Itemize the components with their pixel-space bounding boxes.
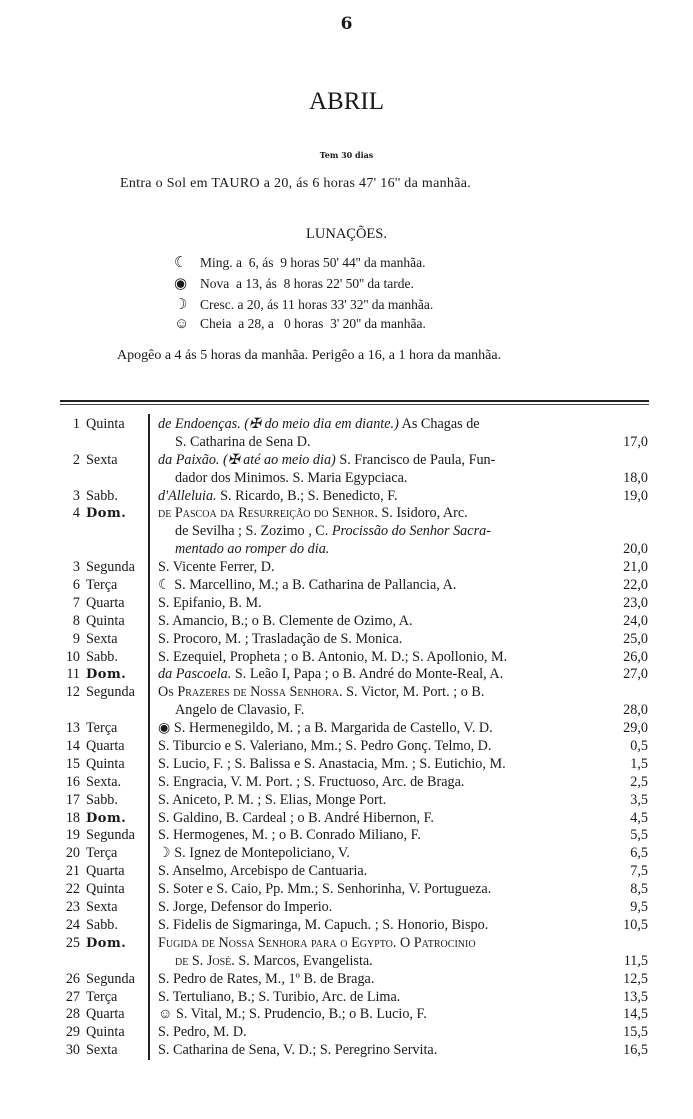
calendar-table (0, 416, 693, 1060)
text-segment: S. Tertuliano, B.; S. Turibio, Arc. de Lima. (158, 988, 401, 1005)
day-number: 2 (72, 451, 80, 468)
text-segment: d'Alleluia. (158, 487, 217, 504)
saints-text (158, 613, 413, 631)
sun-entry: Entra o Sol em TAURO a 20, ás 6 horas 47' 16'' da manhãa. (120, 176, 472, 191)
day-number: 9 (72, 630, 80, 647)
table-row (0, 917, 693, 935)
row-line (0, 899, 693, 917)
weekday: Quinta (86, 755, 125, 772)
weekday: Quinta (86, 1024, 125, 1041)
weekday: Sexta (86, 630, 118, 647)
lunations-list (174, 253, 433, 337)
text-segment: mentado ao romper do dia. (175, 541, 330, 558)
saints-text (158, 1024, 247, 1042)
weekday: Dom. (86, 506, 127, 522)
text-segment: Angelo de Clavasio, F. (175, 702, 305, 719)
day-number: 3 (72, 559, 80, 576)
day-number: 4 (72, 505, 80, 522)
table-row (0, 488, 693, 506)
day-number: 17 (65, 791, 80, 808)
moon-age-value: 0,5 (630, 738, 648, 755)
day-number: 12 (65, 684, 80, 701)
text-segment: ☺ S. Vital, M.; S. Prudencio, B.; o B. Lucio, F. (158, 1006, 427, 1023)
row-line (0, 738, 693, 756)
weekday: Segunda (86, 970, 135, 987)
text-segment: de Pascoa da Resurreição do Senhor. (158, 505, 378, 522)
day-number: 7 (72, 594, 80, 611)
day-number: 18 (65, 809, 80, 826)
row-line (0, 881, 693, 899)
lunations-heading: LUNAÇÕES. (306, 226, 387, 242)
text-segment: S. Pedro, M. D. (158, 1024, 247, 1041)
text-segment: S. Leão I, Papa ; o B. André do Monte-Real, A. (231, 666, 504, 683)
saints-text (158, 774, 464, 792)
text-segment: de S. José. (175, 952, 235, 969)
moon-age-value: 17,0 (623, 433, 648, 450)
row-line (0, 810, 693, 828)
saints-text (158, 989, 400, 1007)
text-segment: S. Anselmo, Arcebispo de Cantuaria. (158, 863, 368, 880)
text-segment: S. Jorge, Defensor do Imperio. (158, 899, 333, 916)
day-number: 25 (65, 934, 80, 951)
text-segment: S. Ricardo, B.; S. Benedicto, F. (216, 487, 398, 504)
text-segment: S. Galdino, B. Cardeal ; o B. André Hibernon, F. (158, 809, 434, 826)
day-number: 14 (65, 738, 80, 755)
row-line (0, 577, 693, 595)
row-line (0, 774, 693, 792)
weekday: Sabb. (86, 648, 118, 665)
saints-text (158, 505, 468, 523)
row-line (0, 595, 693, 613)
text-segment: Os Prazeres de Nossa Senhora. (158, 684, 343, 701)
weekday: Quarta (86, 738, 125, 755)
saints-text (158, 899, 332, 917)
new-moon-icon: ◉ (174, 276, 188, 292)
row-line (0, 559, 693, 577)
row-line (0, 684, 693, 702)
row-line (0, 863, 693, 881)
table-row (0, 738, 693, 756)
weekday: Segunda (86, 559, 135, 576)
saints-text (158, 720, 493, 738)
row-line (0, 1024, 693, 1042)
saints-text (158, 649, 507, 667)
weekday: Terça (86, 577, 118, 594)
weekday: Terça (86, 988, 118, 1005)
lunation-text: Cheia a 28, a 0 horas 3' 20'' da manhãa. (200, 316, 426, 331)
moon-age-value: 16,5 (623, 1042, 648, 1059)
weekday: Quarta (86, 1006, 125, 1023)
table-row (0, 666, 693, 684)
moon-age-value: 15,5 (623, 1024, 648, 1041)
saints-text (175, 702, 304, 720)
day-number: 27 (65, 988, 80, 1005)
text-segment: dador dos Minimos. S. Maria Egypciaca. (175, 469, 408, 486)
day-number: 24 (65, 916, 80, 933)
row-line (0, 845, 693, 863)
moon-age-value: 13,5 (623, 988, 648, 1005)
table-row (0, 505, 693, 559)
saints-text (158, 452, 495, 470)
day-number: 16 (65, 773, 80, 790)
saints-text (175, 523, 491, 541)
table-row (0, 631, 693, 649)
weekday: Sexta (86, 899, 118, 916)
row-line (0, 470, 693, 488)
weekday: Segunda (86, 827, 135, 844)
saints-text (158, 577, 456, 595)
row-line (0, 935, 693, 953)
saints-text (158, 595, 262, 613)
text-segment: S. Catharina de Sena, V. D.; S. Peregrino Servita. (158, 1042, 438, 1059)
day-number: 13 (65, 720, 80, 737)
moon-age-value: 7,5 (630, 863, 648, 880)
moon-age-value: 19,0 (623, 487, 648, 504)
moon-age-value: 26,0 (623, 648, 648, 665)
table-row (0, 827, 693, 845)
saints-text (175, 470, 407, 488)
day-number: 23 (65, 899, 80, 916)
text-segment: S. Marcos, Evangelista. (234, 952, 373, 969)
saints-text (158, 756, 506, 774)
weekday: Quarta (86, 594, 125, 611)
text-segment: S. Victor, M. Port. ; o B. (342, 684, 485, 701)
row-line (0, 989, 693, 1007)
row-line (0, 953, 693, 971)
table-row (0, 1042, 693, 1060)
table-row (0, 845, 693, 863)
text-segment: S. Procoro, M. ; Trasladação de S. Monica. (158, 630, 403, 647)
weekday: Dom. (86, 667, 127, 683)
text-segment: S. Ezequiel, Propheta ; o B. Antonio, M. D.; S. Apollonio, M. (158, 648, 508, 665)
text-segment: S. Tiburcio e S. Valeriano, Mm.; S. Pedro Gonç. Telmo, D. (158, 738, 492, 755)
apogee-perigee: Apogêo a 4 ás 5 horas da manhãa. Perigêo a 16, a 1 hora da manhãa. (117, 348, 502, 363)
row-line (0, 541, 693, 559)
row-line (0, 666, 693, 684)
moon-age-value: 3,5 (630, 791, 648, 808)
text-segment: da Paixão. (✠ até ao meio dia) (158, 451, 336, 468)
row-line (0, 523, 693, 541)
text-segment: S. Soter e S. Caio, Pp. Mm.; S. Senhorinha, V. Portugueza. (158, 881, 492, 898)
text-segment: S. Amancio, B.; o B. Clemente de Ozimo, A. (158, 612, 413, 629)
text-segment: S. Lucio, F. ; S. Balissa e S. Anastacia, Mm. ; S. Eutichio, M. (158, 755, 506, 772)
moon-age-value: 24,0 (623, 612, 648, 629)
moon-age-value: 20,0 (623, 541, 648, 558)
table-row (0, 810, 693, 828)
moon-age-value: 6,5 (630, 845, 648, 862)
table-row (0, 1024, 693, 1042)
text-segment: da Pascoela. (158, 666, 232, 683)
weekday: Quinta (86, 881, 125, 898)
moon-age-value: 11,5 (623, 952, 648, 969)
day-number: 6 (72, 577, 80, 594)
text-segment: S. Epifanio, B. M. (158, 594, 262, 611)
table-row (0, 649, 693, 667)
row-line (0, 631, 693, 649)
table-row (0, 899, 693, 917)
weekday: Sabb. (86, 791, 118, 808)
day-number: 8 (72, 612, 80, 629)
text-segment: ☽ S. Ignez de Montepoliciano, V. (158, 845, 350, 862)
text-segment: S. Hermogenes, M. ; o B. Conrado Miliano, F. (158, 827, 421, 844)
moon-age-value: 8,5 (630, 881, 648, 898)
table-row (0, 595, 693, 613)
table-row (0, 559, 693, 577)
table-row (0, 792, 693, 810)
table-row (0, 989, 693, 1007)
row-line (0, 613, 693, 631)
day-number: 10 (65, 648, 80, 665)
moon-age-value: 18,0 (623, 469, 648, 486)
day-number: 20 (65, 845, 80, 862)
weekday: Quinta (86, 612, 125, 629)
moon-age-value: 9,5 (630, 899, 648, 916)
saints-text (158, 827, 421, 845)
text-segment: S. Francisco de Paula, Fun- (335, 451, 496, 468)
weekday: Terça (86, 845, 118, 862)
row-line (0, 827, 693, 845)
waxing-moon-icon: ☽ (174, 297, 188, 313)
table-row (0, 881, 693, 899)
saints-text (158, 917, 488, 935)
saints-text (158, 845, 350, 863)
weekday: Sexta (86, 1042, 118, 1059)
full-moon-icon: ☺ (174, 316, 190, 332)
weekday: Dom. (86, 935, 127, 951)
row-line (0, 702, 693, 720)
weekday: Sexta. (86, 773, 122, 790)
table-row (0, 684, 693, 720)
row-line (0, 434, 693, 452)
text-segment: de Endoenças. (✠ do meio dia em diante.) (158, 416, 399, 432)
saints-text (158, 738, 491, 756)
moon-age-value: 1,5 (630, 755, 648, 772)
weekday: Terça (86, 720, 118, 737)
saints-text (158, 631, 402, 649)
moon-age-value: 14,5 (623, 1006, 648, 1023)
moon-age-value: 25,0 (623, 630, 648, 647)
saints-text (158, 863, 367, 881)
text-segment: ☾ S. Marcellino, M.; a B. Catharina de Pallancia, A. (158, 577, 457, 594)
day-number: 19 (65, 827, 80, 844)
saints-text (175, 953, 373, 971)
moon-age-value: 2,5 (630, 773, 648, 790)
table-row (0, 971, 693, 989)
row-line (0, 792, 693, 810)
saints-text (158, 935, 476, 953)
moon-age-value: 22,0 (623, 577, 648, 594)
moon-age-value: 23,0 (623, 594, 648, 611)
row-line (0, 488, 693, 506)
row-line (0, 452, 693, 470)
table-row (0, 452, 693, 488)
table-row (0, 863, 693, 881)
weekday: Sexta (86, 451, 118, 468)
day-number: 3 (72, 487, 80, 504)
day-number: 30 (65, 1042, 80, 1059)
moon-age-value: 4,5 (630, 809, 648, 826)
weekday: Dom. (86, 810, 127, 826)
saints-text (158, 559, 275, 577)
divider (60, 400, 649, 402)
saints-text (175, 541, 329, 559)
waning-moon-icon: ☾ (174, 255, 188, 271)
page-number: 6 (340, 14, 353, 34)
saints-text (158, 488, 398, 506)
text-segment: S. Pedro de Rates, M., 1º B. de Braga. (158, 970, 375, 987)
month-title: ABRIL (309, 88, 384, 115)
table-row (0, 774, 693, 792)
row-line (0, 971, 693, 989)
lunation-item (174, 253, 433, 274)
moon-age-value: 27,0 (623, 666, 648, 683)
saints-text (158, 684, 484, 702)
day-number: 22 (65, 881, 80, 898)
weekday: Sabb. (86, 487, 118, 504)
table-row (0, 577, 693, 595)
row-line (0, 649, 693, 667)
text-segment: S. Vicente Ferrer, D. (158, 559, 275, 576)
day-number: 21 (65, 863, 80, 880)
lunation-text: Ming. a 6, ás 9 horas 50' 44'' da manhãa. (200, 255, 426, 270)
lunation-item (174, 295, 433, 316)
text-segment: S. Fidelis de Sigmaringa, M. Capuch. ; S. Honorio, Bispo. (158, 916, 489, 933)
saints-text (158, 881, 491, 899)
row-line (0, 756, 693, 774)
saints-text (175, 434, 311, 452)
moon-age-value: 10,5 (623, 916, 648, 933)
text-segment: Fugida de Nossa Senhora para o Egypto. O Patrocinio (158, 934, 476, 951)
saints-text (158, 666, 503, 684)
saints-text (158, 810, 434, 828)
table-row (0, 756, 693, 774)
saints-text (158, 971, 374, 989)
days-note: Tem 30 dias (319, 150, 374, 160)
lunation-text: Cresc. a 20, ás 11 horas 33' 32'' da manhãa. (200, 297, 434, 312)
weekday: Quarta (86, 863, 125, 880)
weekday: Quinta (86, 416, 125, 432)
table-row (0, 613, 693, 631)
text-segment: S. Aniceto, P. M. ; S. Elias, Monge Port. (158, 791, 387, 808)
table-row (0, 935, 693, 971)
moon-age-value: 21,0 (623, 559, 648, 576)
row-line (0, 720, 693, 738)
row-line (0, 1042, 693, 1060)
lunation-text: Nova a 13, ás 8 horas 22' 50'' da tarde. (200, 276, 414, 291)
text-segment: ◉ S. Hermenegildo, M. ; a B. Margarida de Castello, V. D. (158, 720, 493, 737)
moon-age-value: 28,0 (623, 702, 648, 719)
text-segment: de Sevilha ; S. Zozimo , C. (175, 523, 332, 540)
text-segment: As Chagas de (398, 416, 480, 432)
table-row (0, 1006, 693, 1024)
saints-text (158, 1006, 427, 1024)
table-row (0, 720, 693, 738)
saints-text (158, 792, 386, 810)
row-line (0, 917, 693, 935)
lunation-item (174, 316, 433, 337)
lunation-item (174, 274, 433, 295)
table-row (0, 416, 693, 452)
text-segment: S. Engracia, V. M. Port. ; S. Fructuoso, Arc. de Braga. (158, 773, 465, 790)
moon-age-value: 12,5 (623, 970, 648, 987)
day-number: 26 (65, 970, 80, 987)
day-number: 29 (65, 1024, 80, 1041)
day-number: 1 (72, 416, 80, 432)
moon-age-value: 29,0 (623, 720, 648, 737)
saints-text (158, 416, 480, 434)
divider (60, 404, 649, 405)
weekday: Sabb. (86, 916, 118, 933)
text-segment: S. Isidoro, Arc. (377, 505, 468, 522)
day-number: 28 (65, 1006, 80, 1023)
day-number: 11 (66, 666, 80, 683)
moon-age-value: 5,5 (630, 827, 648, 844)
text-segment: S. Catharina de Sena D. (175, 433, 311, 450)
saints-text (158, 1042, 437, 1060)
text-segment: Procissão do Senhor Sacra- (331, 523, 491, 540)
day-number: 15 (65, 755, 80, 772)
weekday: Segunda (86, 684, 135, 701)
row-line (0, 505, 693, 523)
row-line (0, 416, 693, 434)
row-line (0, 1006, 693, 1024)
